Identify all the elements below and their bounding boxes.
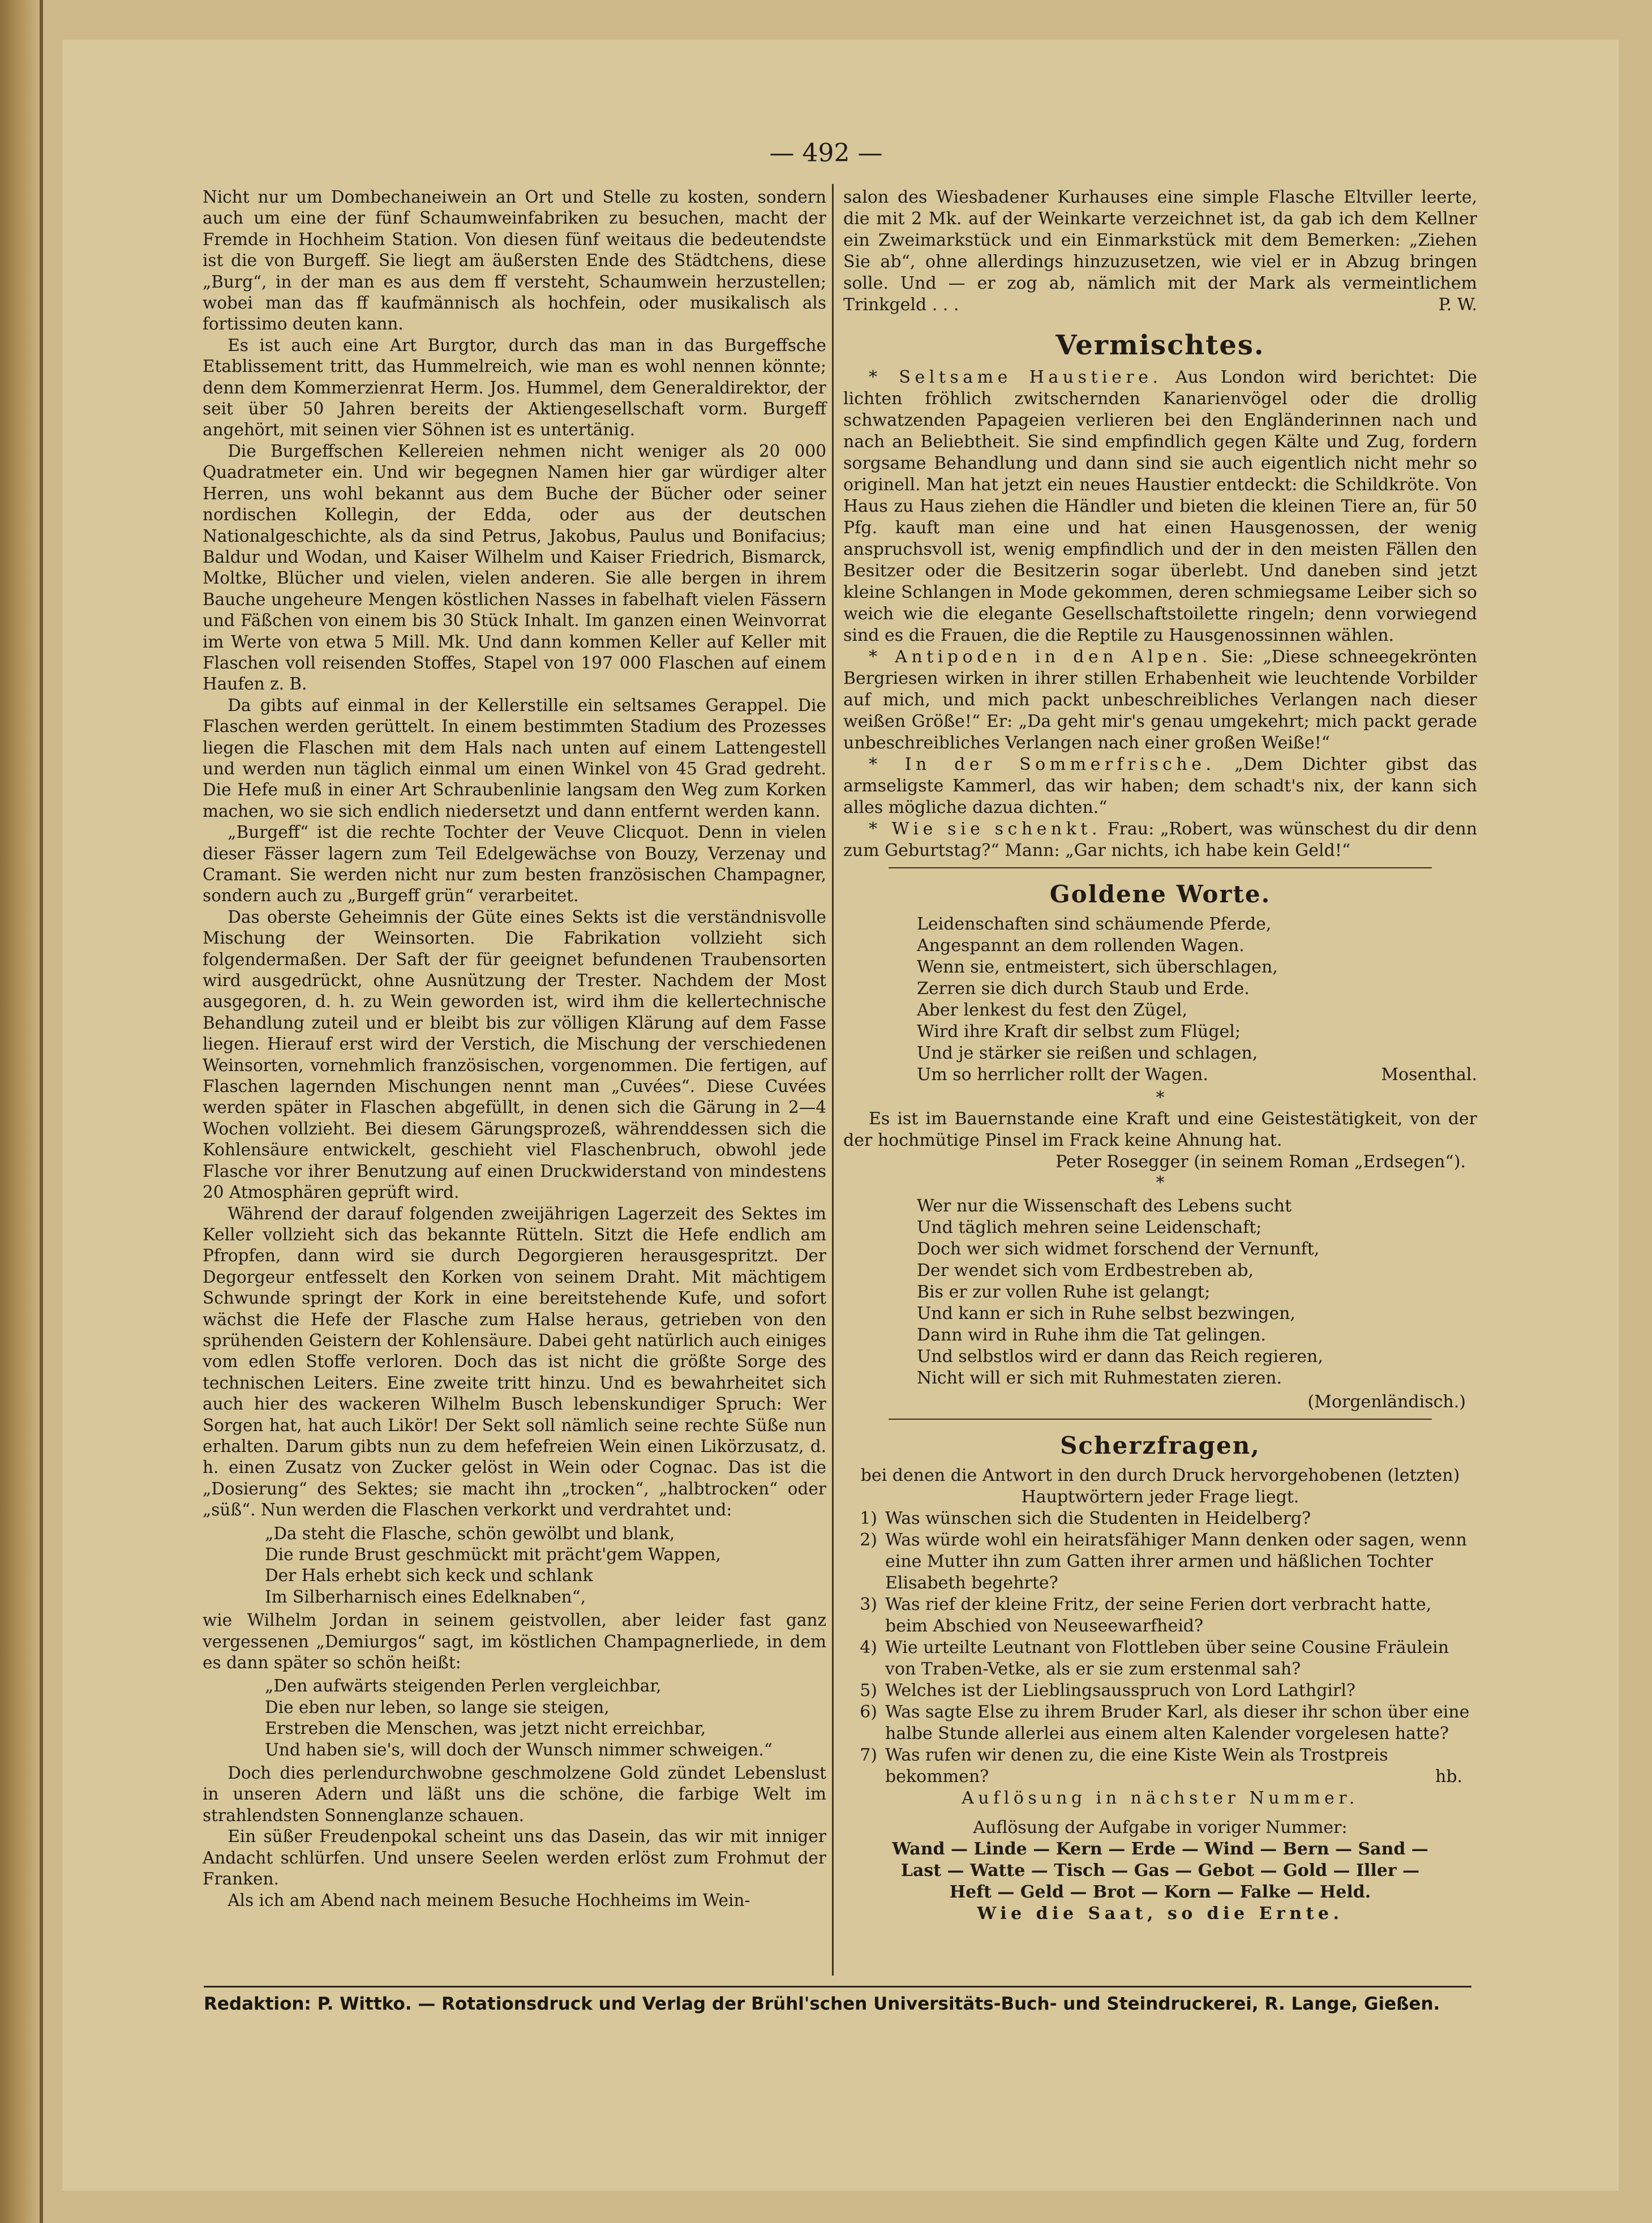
poem-line: Zerren sie dich durch Staub und Erde. xyxy=(917,979,1250,999)
paragraph: Es ist auch eine Art Burgtor, durch das man in das Burgeffsche Etablissement tritt, das Hummelreich, wie man es wohl nennen könnte; denn dem Kommerzienrat Herm. Jos. Hummel, dem Generaldirektor, der seit über 50 Jahren bereits der Aktiengesellschaft vorm. Burgeff angehört, mit seinen vier Söhnen ist es untertänig. xyxy=(203,335,826,440)
question-text: Wie urteilte Leutnant von Flottleben über seine Cousine Fräulein von Traben-Vetke, als er sie zum erstenmal sah? xyxy=(885,1638,1449,1679)
item-title: * Wie sie schenkt. xyxy=(869,819,1101,839)
question-number: 4) xyxy=(860,1638,877,1657)
quiz-question xyxy=(843,1530,1477,1594)
poem-source: (Morgenländisch.) xyxy=(1307,1392,1466,1412)
author-signature: P. W. xyxy=(1438,295,1477,315)
section-rule xyxy=(889,1419,1432,1420)
poem-line: Und je stärker sie reißen und schlagen, xyxy=(917,1043,1258,1063)
question-text: Was sagte Else zu ihrem Bruder Karl, als dieser ihr schon über eine halbe Stunde allerlei aus einem alten Kalender vorgelesen hatte? xyxy=(885,1702,1470,1744)
book-spine xyxy=(0,0,40,2223)
solution-motto: Wie die Saat, so die Ernte. xyxy=(977,1904,1344,1924)
poem-line: Angespannt an dem rollenden Wagen. xyxy=(917,936,1245,956)
poem-line: Leidenschaften sind schäumende Pferde, xyxy=(917,914,1272,934)
poem-line: Die runde Brust geschmückt mit prächt'gem Wappen, xyxy=(265,1545,721,1564)
question-number: 1) xyxy=(860,1509,877,1528)
question-text: Welches ist der Lieblingsausspruch von Lord Lathgirl? xyxy=(885,1681,1356,1701)
poem-line: „Den aufwärts steigenden Perlen vergleichbar, xyxy=(265,1676,662,1696)
news-item xyxy=(843,819,1477,862)
poem-line: Der wendet sich vom Erdbestreben ab, xyxy=(917,1261,1254,1280)
item-text: Frau: „Robert, was wünschest du dir denn zum Geburtstag?“ Mann: „Gar nichts, ich habe kein Geld!“ xyxy=(843,819,1478,860)
paragraph: Das oberste Geheimnis der Güte eines Sekts ist die verständnisvolle Mischung der Weinsorten. Die Fabrikation vollzieht sich folgendermaßen. Der Saft der für geeignet befundenen Traubensorten wird ausgedrückt, ohne Ausnützung der Trester. Nachdem der Most ausgegoren, d. h. zu Wein geworden ist, wird ihm die kellertechnische Behandlung zuteil und er bleibt bis zur völligen Klärung auf dem Fasse liegen. Hierauf erst wird der Verstich, die Mischung der verschiedenen Weinsorten, vornehmlich französischen, vorgenommen. Die fertigen, auf Flaschen lagernden Mischungen nennt man „Cuvées“. Diese Cuvées werden später in Flaschen abgefüllt, in denen sich die Gärung in 2—4 Wochen vollzieht. Bei diesem Gärungsprozeß, währenddessen sich die Kohlensäure entwickelt, geschieht viel Flaschenbruch, obwohl jede Flasche vor ihrer Benutzung auf einen Druckwiderstand von mindestens 20 Atmosphären geprüft wird. xyxy=(203,907,826,1202)
poem-line: Im Silberharnisch eines Edelknaben“, xyxy=(265,1587,586,1607)
poem-line: Dann wird in Ruhe ihm die Tat gelingen. xyxy=(917,1325,1266,1345)
mosenthal-poem xyxy=(917,914,1477,1086)
separator-star: * xyxy=(1156,1088,1165,1108)
question-number: 7) xyxy=(860,1745,877,1765)
footer-rule xyxy=(204,1986,1471,1988)
poem-line-text: Um so herrlicher rollt der Wagen. xyxy=(917,1065,1208,1085)
left-column xyxy=(203,187,826,1911)
poem-line: Bis er zur vollen Ruhe ist gelangt; xyxy=(917,1282,1211,1302)
paragraph xyxy=(843,187,1477,316)
poem-line: Erstreben die Menschen, was jetzt nicht erreichbar, xyxy=(265,1719,706,1738)
column-divider xyxy=(832,184,834,1976)
poem-line: Und haben sie's, will doch der Wunsch nimmer schweigen.“ xyxy=(265,1740,773,1759)
paragraph: Als ich am Abend nach meinem Besuche Hochheims im Wein- xyxy=(228,1890,750,1910)
item-text: Aus London wird berichtet: Die lichten fröhlich zwitschernden Kanarienvögel oder die drollig schwatzenden Papageien verlieren bei den Engländerinnen nach und nach an Beliebtheit. Sie sind empfindlich gegen Kälte und Zug, fordern sorgsame Behandlung und dann sind sie auch eigentlich nicht mehr so originell. Man hat jetzt ein neues Haustier entdeckt: die Schildkröte. Von Haus zu Haus ziehen die Händler und bieten die kleinen Tiere an, für 50 Pfg. kauft man eine und hat einen Hausgenossen, der wenig anspruchsvoll ist, wenig empfindlich und der in den meisten Fällen den Besitzer oder die Besitzerin sogar überlebt. Und daneben sind jetzt kleine Schlangen in Mode gekommen, deren schmiegsame Leiber sich so weich wie die elegante Gesellschaftstoilette ringeln; denn vorwiegend sind es die Frauen, die die Reptile zu Hausgenossinnen wählen. xyxy=(843,367,1477,645)
page-number: — 492 — xyxy=(769,139,883,168)
question-text: Was rief der kleine Fritz, der seine Ferien dort verbracht hatte, beim Abschied von Neuseewarfheid? xyxy=(885,1595,1432,1636)
poem-author: Mosenthal. xyxy=(1381,1065,1477,1085)
poem-line: Wenn sie, entmeistert, sich überschlagen, xyxy=(917,957,1278,977)
paragraph: Die Burgeffschen Kellereien nehmen nicht weniger als 20 000 Quadratmeter ein. Und wir begegnen Namen hier gar würdiger alter Herren, uns wohl bekannt aus dem Buche der Bücher oder seiner nordischen Kollegin, der Edda, oder aus der deutschen Nationalgeschichte, als da sind Petrus, Jakobus, Paulus und Bonifacius; Baldur und Wodan, und Kaiser Wilhelm und Kaiser Friedrich, Bismarck, Moltke, Blücher und vielen, vielen anderen. Sie alle bergen in ihrem Bauche ungeheure Mengen köstlichen Nasses in fabelhaft vielen Fässern und Fäßchen von einem bis 30 Stück Inhalt. Im ganzen einen Weinvorrat im Werte von etwa 5 Mill. Mk. Und dann kommen Keller auf Keller mit Flaschen voll reisenden Stoffes, Stapel von 197 000 Flaschen auf einem Haufen z. B. xyxy=(203,441,826,694)
poem-line: Wird ihre Kraft dir selbst zum Flügel; xyxy=(917,1022,1241,1042)
section-heading-scherzfragen: Scherzfragen, xyxy=(1060,1432,1260,1459)
item-text: Sie: „Diese schneegekrönten Bergriesen wirken in ihrer stillen Erhabenheit wie leuchtende Vorbilder auf mich, und mich packt unbeschreibliches Verlangen nach dieser weißen Größe!“ Er: „Da geht mir's genau umgekehrt; mich packt gerade unbeschreibliches Verlangen nach einer großen Weiße!“ xyxy=(843,647,1477,753)
quiz-question xyxy=(843,1594,1477,1637)
poem-line: Der Hals erhebt sich keck und schlank xyxy=(265,1566,593,1586)
section-heading-vermischtes: Vermischtes. xyxy=(1055,329,1265,361)
question-number: 5) xyxy=(860,1681,877,1701)
solution-line: Wand — Linde — Kern — Erde — Wind — Bern — Sand — xyxy=(892,1839,1428,1859)
imprint-footer: Redaktion: P. Wittko. — Rotationsdruck und Verlag der Brühl'schen Universitäts-Buch- und Steindruckerei, R. Lange, Gießen. xyxy=(204,1994,1440,2014)
question-number: 3) xyxy=(860,1595,877,1614)
quiz-intro: bei denen die Antwort in den durch Druck hervorgehobenen (letzten) Hauptwörtern jeder Frage liegt. xyxy=(860,1466,1460,1507)
paragraph: Ein süßer Freudenpokal scheint uns das Dasein, das wir mit inniger Andacht schlürfen. Und unsere Seelen werden erlöst zum Frohmut der Franken. xyxy=(203,1827,826,1889)
poem-line: Und täglich mehren seine Leidenschaft; xyxy=(917,1218,1262,1237)
quiz-question xyxy=(843,1637,1477,1680)
poem-line: „Da steht die Flasche, schön gewölbt und blank, xyxy=(265,1523,675,1543)
poem-line: Und selbstlos wird er dann das Reich regieren, xyxy=(917,1347,1323,1367)
poem-line xyxy=(917,1064,1477,1086)
poem-line: Nicht will er sich mit Ruhmestaten zieren. xyxy=(917,1368,1282,1388)
news-item xyxy=(843,646,1477,754)
champagne-poem xyxy=(265,1523,826,1608)
item-text: „Dem Dichter gibst das armseligste Kammerl, das wir haben; dem schadt's nix, der kann sich alles mögliche dazua dichten.“ xyxy=(843,755,1477,817)
separator-star: * xyxy=(1156,1173,1165,1193)
quiz-question xyxy=(843,1680,1477,1702)
question-text: Was würde wohl ein heiratsfähiger Mann denken oder sagen, wenn eine Mutter ihn zum Gatten ihrer armen und häßlichen Tochter Elisabeth begehrte? xyxy=(885,1530,1467,1593)
item-title: * Seltsame Haustiere. xyxy=(869,367,1162,387)
section-rule xyxy=(889,867,1432,868)
poem-line: Wer nur die Wissenschaft des Lebens sucht xyxy=(917,1196,1292,1216)
item-title: * In der Sommerfrische. xyxy=(869,755,1216,774)
quote: Es ist im Bauernstande eine Kraft und eine Geistestätigkeit, von der der hochmütige Pinsel im Frack keine Ahnung hat. xyxy=(843,1109,1477,1150)
paragraph: „Burgeff“ ist die rechte Tochter der Veuve Clicquot. Denn in vielen dieser Fässer lagern zum Teil Edelgewächse von Bouzy, Verzenay und Cramant. Sie werden nicht nur zum besten französischen Champagner, sondern auch zu „Burgeff grün“ verarbeitet. xyxy=(203,823,826,906)
poem-line: Die eben nur leben, so lange sie steigen, xyxy=(265,1697,610,1717)
demiurgos-poem xyxy=(265,1676,826,1761)
poem-line: Aber lenkest du fest den Zügel, xyxy=(917,1000,1188,1020)
section-heading-goldene-worte: Goldene Worte. xyxy=(1049,880,1271,908)
paragraph: Doch dies perlendurchwobne geschmolzene Gold zündet Lebenslust in unseren Adern und läßt uns die schöne, die farbige Welt im strahlendsten Sonnenglanze schauen. xyxy=(203,1763,826,1825)
item-title: * Antipoden in den Alpen. xyxy=(869,647,1212,667)
quiz-question xyxy=(843,1508,1477,1530)
poem-line: Doch wer sich widmet forschend der Vernunft, xyxy=(917,1239,1320,1259)
paragraph: Während der darauf folgenden zweijährigen Lagerzeit des Sektes im Keller vollzieht sich das bekannte Rütteln. Sitzt die Hefe endlich am Pfropfen, dann wird sie durch Degorgieren herausgespritzt. Der Degorgeur entfesselt den Korken von seinem Draht. Mit mächtigem Schwunde springt der Kork in eine bereitstehende Kufe, und sofort wächst die Hefe der Flasche zum Halse heraus, getrieben von den sprühenden Geistern der Kohlensäure. Dabei geht natürlich auch einiges vom edlen Stoffe verloren. Doch das ist nicht die größte Sorge des technischen Leiters. Eine zweite tritt hinzu. Und es bewahrheitet sich auch hier des wackeren Wilhelm Busch lebenskundiger Spruch: Wer Sorgen hat, hat auch Likör! Der Sekt soll nämlich seine rechte Süße nun erhalten. Darum gibts nun zu dem hefefreien Wein einen Likörzusatz, d. h. einen Zusatz von Zucker gelöst in Wein oder Cognac. Das ist die „Dosierung“ des Sektes; sie macht ihn „trocken“, „halbtrocken“ oder „süß“. Nun werden die Flaschen verkorkt und verdrahtet und: xyxy=(203,1203,826,1520)
solution-line: Last — Watte — Tisch — Gas — Gebot — Gold — Iller — xyxy=(900,1861,1420,1881)
news-item xyxy=(843,754,1477,819)
quiz-question xyxy=(843,1702,1477,1745)
oriental-poem xyxy=(917,1196,1477,1389)
question-number: 2) xyxy=(860,1530,877,1550)
solution-line: Heft — Geld — Brot — Korn — Falke — Held. xyxy=(949,1882,1371,1902)
continuation-text: salon des Wiesbadener Kurhauses eine simple Flasche Eltviller leerte, die mit 2 Mk. auf der Weinkarte verzeichnet ist, da gab ich dem Kellner ein Zweimarkstück und ein Einmarkstück mit dem Bemerken: „Ziehen Sie ab“, ohne allerdings hinzuzusetzen, wie viel er in Abzug bringen solle. Und — er zog ab, nämlich mit der Mark als vermeintlichem Trinkgeld . . . xyxy=(843,187,1477,315)
quiz-question: 7) Was rufen wir denen zu, die eine Kiste Wein als Trostpreis bekommen? hb. xyxy=(843,1745,1477,1788)
news-item xyxy=(843,367,1477,646)
poem-line: Und kann er sich in Ruhe selbst bezwingen, xyxy=(917,1304,1295,1323)
question-text: Was rufen wir denen zu, die eine Kiste Wein als Trostpreis bekommen? xyxy=(885,1745,1388,1787)
question-number: 6) xyxy=(860,1702,877,1722)
solution-heading: Auflösung der Aufgabe in voriger Nummer: xyxy=(973,1818,1348,1837)
paragraph: wie Wilhelm Jordan in seinem geistvollen, aber leider fast ganz vergessenen „Demiurgos“ sagt, im köstlichen Champagnerliede, in dem es dann später so schön heißt: xyxy=(203,1611,826,1673)
spine-edge xyxy=(40,0,43,2223)
right-column xyxy=(843,187,1477,1925)
question-text: Was wünschen sich die Studenten in Heidelberg? xyxy=(885,1509,1311,1528)
solution-notice: Auflösung in nächster Nummer. xyxy=(962,1788,1359,1808)
paragraph: Da gibts auf einmal in der Kellerstille ein seltsames Gerappel. Die Flaschen werden gerüttelt. In einem bestimmten Stadium des Prozesses liegen die Flaschen mit dem Hals nach unten auf einem Lattengestell und werden nun täglich einmal um einen Winkel von 45 Grad gedreht. Die Hefe muß in einer Art Schraubenlinie langsam den Weg zum Korken machen, wo sie sich endlich niedersetzt und dann entfernt werden kann. xyxy=(203,695,826,821)
quote-source: Peter Rosegger (in seinem Roman „Erdsegen“). xyxy=(1055,1152,1466,1172)
paragraph: Nicht nur um Dombechaneiwein an Ort und Stelle zu kosten, sondern auch um eine der fünf Schaumweinfabriken zu besuchen, macht der Fremde in Hochheim Station. Von diesen fünf weitaus die bedeutendste ist die von Burgeff. Sie liegt am äußersten Ende des Städtchens, diese „Burg“, in der man es aus dem ff versteht, Schaumwein herzustellen; wobei man das ff kaufmännisch als hochfein, oder musikalisch als fortissimo deuten kann. xyxy=(203,187,826,334)
